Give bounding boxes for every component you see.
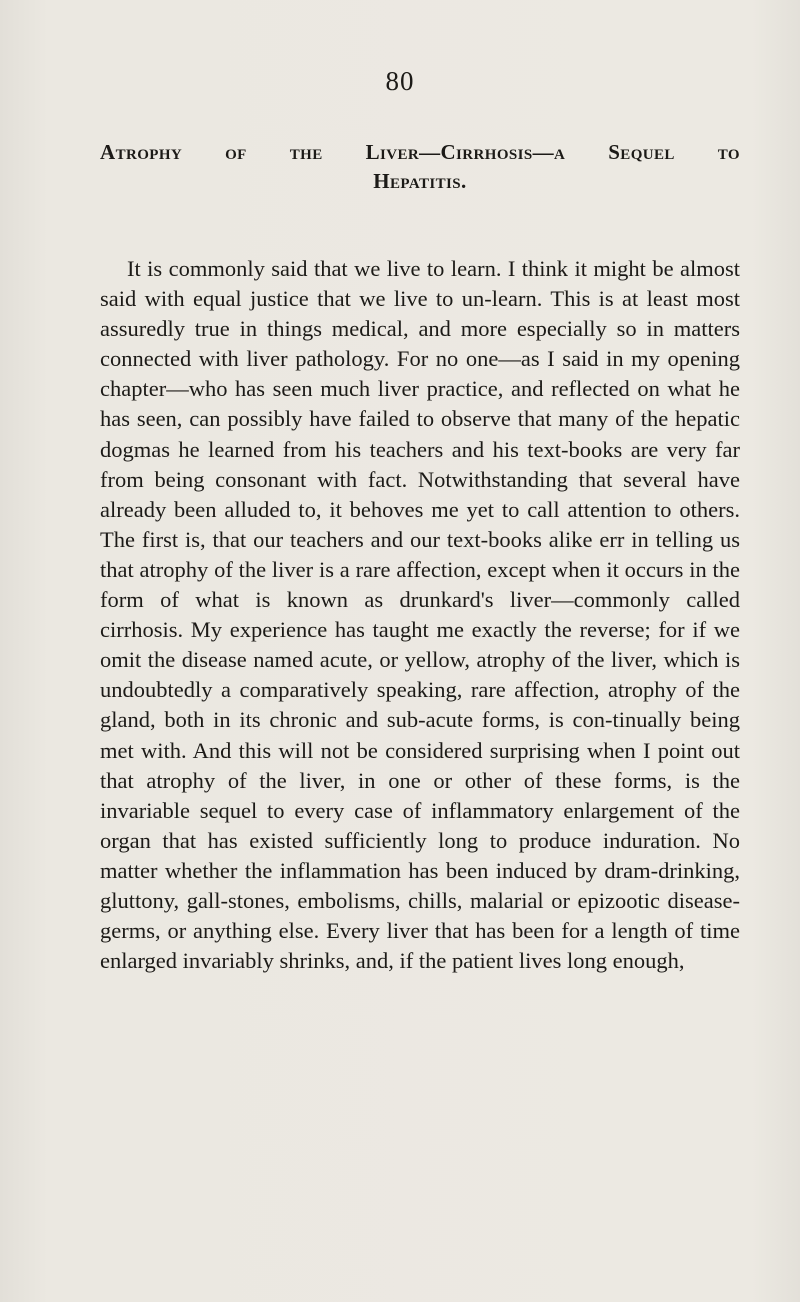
chapter-title: [100, 138, 740, 196]
chapter-title-line-1: Atrophy of the Liver—Cirrhosis—a Sequel to: [100, 140, 740, 164]
chapter-title-line-2: Hepatitis.: [373, 169, 467, 193]
page-number: 80: [385, 66, 415, 96]
body-paragraph: It is commonly said that we live to learn. I think it might be almost said with equal justice that we live to un-learn. This is at least most assuredly true in things medical, and more especially so in matters connected with liver pathology. For no one—as I said in my opening chapter—who has seen much liver practice, and reflected on what he has seen, can possibly have failed to observe that many of the hepatic dogmas he learned from his teachers and his text-books are very far from being consonant with fact. Notwithstanding that several have already been alluded to, it behoves me yet to call attention to others. The first is, that our teachers and our text-books alike err in telling us that atrophy of the liver is a rare affection, except when it occurs in the form of what is known as drunkard's liver—commonly called cirrhosis. My experience has taught me exactly the reverse; for if we omit the disease named acute, or yellow, atrophy of the liver, which is undoubtedly a comparatively speaking, rare affection, atrophy of the gland, both in its chronic and sub-acute forms, is con-tinually being met with. And this will not be considered surprising when I point out that atrophy of the liver, in one or other of these forms, is the invariable sequel to every case of inflammatory enlargement of the organ that has existed sufficiently long to produce induration. No matter whether the inflammation has been induced by dram-drinking, gluttony, gall-stones, embolisms, chills, malarial or epizootic disease-germs, or anything else. Every liver that has been for a length of time enlarged invariably shrinks, and, if the patient lives long enough,: [100, 256, 740, 974]
